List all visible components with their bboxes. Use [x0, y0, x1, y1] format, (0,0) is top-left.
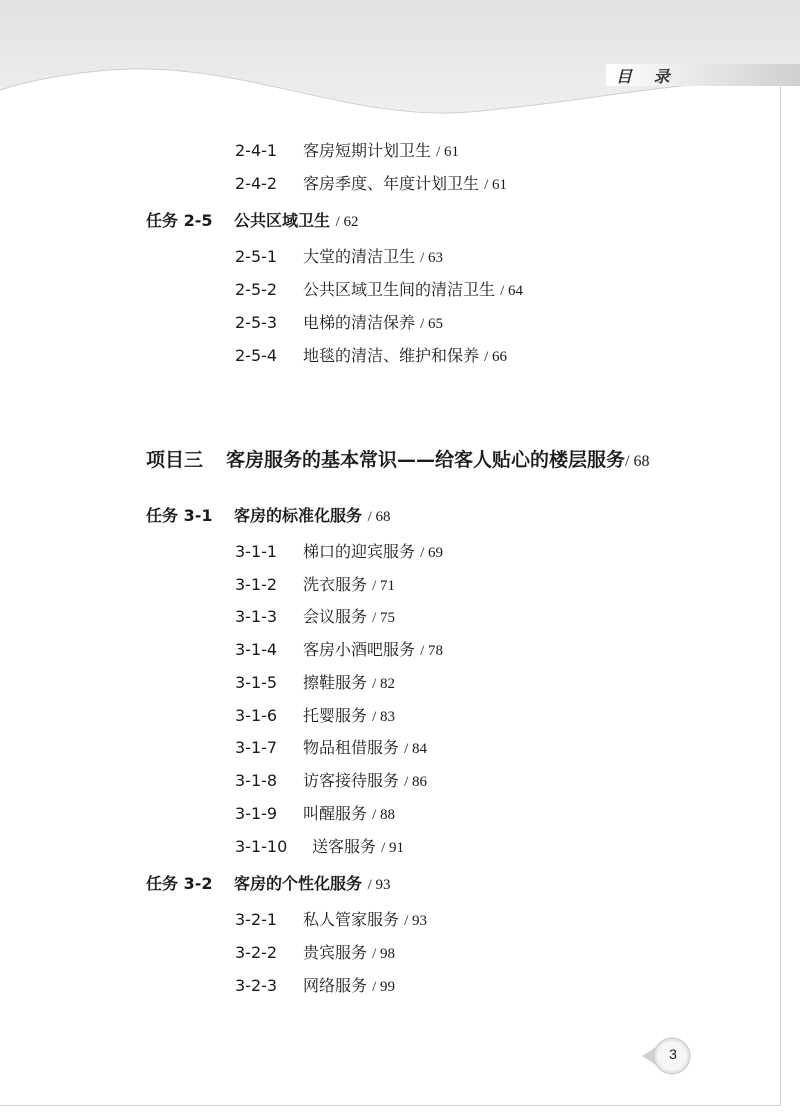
toc-entry[interactable] — [235, 909, 427, 932]
entry-title: 梯口的迎宾服务 — [303, 542, 416, 561]
entry-title: 物品租借服务 — [303, 738, 400, 757]
toc-project-heading[interactable] — [146, 447, 649, 475]
entry-number: 3-2-3 — [235, 976, 278, 995]
entry-title: 地毯的清洁、维护和保养 — [303, 346, 480, 365]
entry-number: 3-1-9 — [235, 804, 278, 823]
entry-number: 3-1-5 — [235, 673, 278, 692]
project-number: 项目三 — [146, 449, 204, 471]
entry-title: 公共区域卫生间的清洁卫生 — [303, 280, 496, 299]
toc-entry[interactable] — [235, 737, 427, 760]
entry-number: 2-4-2 — [235, 174, 278, 193]
entry-number: 3-1-3 — [235, 607, 278, 626]
toc-entry[interactable] — [235, 803, 395, 826]
toc-entry[interactable] — [235, 345, 507, 368]
toc-entry[interactable] — [235, 942, 395, 965]
entry-number: 3-2-2 — [235, 943, 278, 962]
task-title: 客房的标准化服务 — [234, 506, 363, 525]
entry-title: 会议服务 — [303, 607, 368, 626]
toc-entry[interactable] — [235, 975, 395, 998]
toc-entry[interactable] — [235, 279, 523, 302]
entry-number: 3-1-7 — [235, 738, 278, 757]
toc-entry[interactable] — [235, 672, 395, 695]
toc-entry[interactable] — [235, 173, 507, 196]
entry-number: 3-1-2 — [235, 575, 278, 594]
entry-number: 2-5-4 — [235, 346, 278, 365]
entry-page: / 88 — [372, 807, 396, 823]
task-page: / 62 — [335, 214, 359, 230]
entry-title: 贵宾服务 — [303, 943, 368, 962]
toc-entry[interactable] — [235, 836, 404, 859]
header-wave-decoration — [0, 0, 800, 130]
project-page: / 68 — [625, 453, 650, 470]
entry-page: / 91 — [381, 840, 405, 856]
project-title: 客房服务的基本常识——给客人贴心的楼层服务 — [226, 449, 626, 471]
entry-number: 3-1-1 — [235, 542, 278, 561]
task-number: 任务 3-2 — [146, 874, 213, 893]
toc-entry[interactable] — [235, 246, 443, 269]
toc-entry[interactable] — [235, 312, 443, 335]
entry-page: / 75 — [372, 610, 396, 626]
entry-page: / 64 — [500, 283, 524, 299]
entry-page: / 69 — [420, 545, 444, 561]
task-title: 客房的个性化服务 — [234, 874, 363, 893]
entry-page: / 61 — [436, 144, 460, 160]
entry-title: 洗衣服务 — [303, 575, 368, 594]
toc-entry[interactable] — [235, 705, 395, 728]
entry-title: 访客接待服务 — [303, 771, 400, 790]
entry-title: 托婴服务 — [303, 706, 368, 725]
entry-page: / 78 — [420, 643, 444, 659]
entry-page: / 98 — [372, 946, 396, 962]
entry-page: / 99 — [372, 979, 396, 995]
entry-page: / 65 — [420, 316, 444, 332]
entry-page: / 86 — [404, 774, 428, 790]
entry-title: 私人管家服务 — [303, 910, 400, 929]
entry-page: / 93 — [404, 913, 428, 929]
task-number: 任务 3-1 — [146, 506, 213, 525]
page-number: 3 — [669, 1046, 677, 1062]
entry-page: / 82 — [372, 676, 396, 692]
toc-entry[interactable] — [235, 140, 459, 163]
entry-title: 送客服务 — [312, 837, 377, 856]
entry-number: 2-5-1 — [235, 247, 278, 266]
entry-page: / 71 — [372, 578, 396, 594]
toc-entry[interactable] — [235, 639, 443, 662]
toc-task-heading[interactable] — [146, 505, 391, 528]
toc-task-heading[interactable] — [146, 873, 391, 896]
entry-page: / 84 — [404, 741, 428, 757]
entry-title: 叫醒服务 — [303, 804, 368, 823]
toc-entry[interactable] — [235, 606, 395, 629]
entry-page: / 66 — [484, 349, 508, 365]
entry-title: 大堂的清洁卫生 — [303, 247, 416, 266]
entry-title: 网络服务 — [303, 976, 368, 995]
entry-title: 客房季度、年度计划卫生 — [303, 174, 480, 193]
task-number: 任务 2-5 — [146, 211, 213, 230]
task-page: / 68 — [367, 509, 391, 525]
entry-number: 3-1-8 — [235, 771, 278, 790]
entry-number: 3-1-4 — [235, 640, 278, 659]
header-title: 目 录 — [616, 67, 678, 86]
entry-number: 3-2-1 — [235, 910, 278, 929]
entry-number: 2-5-3 — [235, 313, 278, 332]
entry-page: / 61 — [484, 177, 508, 193]
entry-title: 擦鞋服务 — [303, 673, 368, 692]
toc-entry[interactable] — [235, 574, 395, 597]
task-page: / 93 — [367, 877, 391, 893]
entry-page: / 63 — [420, 250, 444, 266]
entry-title: 电梯的清洁保养 — [303, 313, 416, 332]
entry-number: 3-1-10 — [235, 837, 288, 856]
toc-task-heading[interactable] — [146, 210, 359, 233]
entry-number: 3-1-6 — [235, 706, 278, 725]
toc-entry[interactable] — [235, 770, 427, 793]
entry-title: 客房短期计划卫生 — [303, 141, 432, 160]
task-title: 公共区域卫生 — [234, 211, 331, 230]
entry-number: 2-4-1 — [235, 141, 278, 160]
toc-entry[interactable] — [235, 541, 443, 564]
entry-title: 客房小酒吧服务 — [303, 640, 416, 659]
entry-page: / 83 — [372, 709, 396, 725]
entry-number: 2-5-2 — [235, 280, 278, 299]
